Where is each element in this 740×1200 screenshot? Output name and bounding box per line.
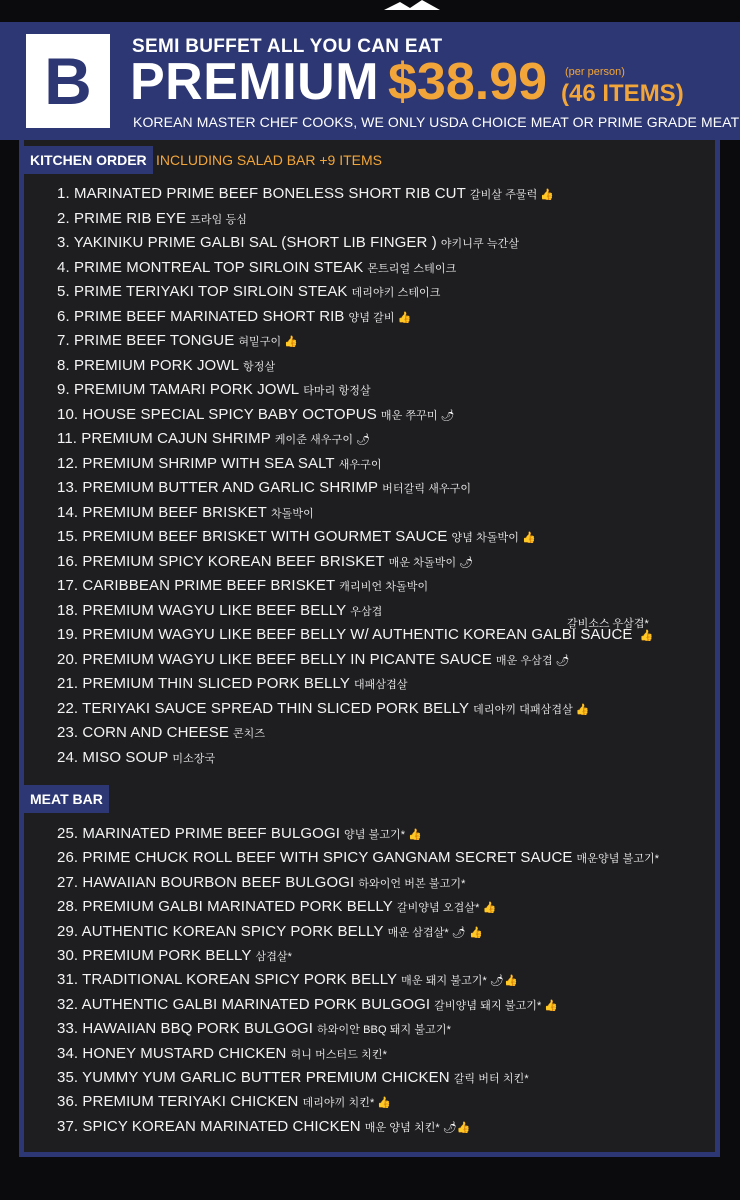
- bird-logo-fragment: [382, 0, 442, 10]
- item-icons: 👍: [377, 1097, 392, 1110]
- salad-bar-note: INCLUDING SALAD BAR +9 ITEMS: [156, 152, 383, 168]
- item-name: 13. PREMIUM BUTTER AND GARLIC SHRIMP: [57, 479, 379, 496]
- item-korean-name: 캐리비언 차돌박이: [339, 581, 429, 593]
- item-icons: 🌶 👍: [451, 926, 483, 939]
- buffet-type: SEMI BUFFET ALL YOU CAN EAT: [132, 36, 443, 57]
- list-item: [57, 406, 455, 423]
- item-korean-name: 갈비살 주물럭: [469, 189, 538, 201]
- item-19-korean: 갈비소스 우삼겹*: [567, 618, 649, 630]
- item-name: 21. PREMIUM THIN SLICED PORK BELLY: [57, 675, 350, 692]
- list-item: [57, 675, 411, 692]
- item-name: 15. PREMIUM BEEF BRISKET WITH GOURMET SAUCE: [57, 528, 448, 545]
- item-name: 10. HOUSE SPECIAL SPICY BABY OCTOPUS: [57, 405, 377, 423]
- list-item: [57, 602, 385, 619]
- item-name: 12. PREMIUM SHRIMP WITH SEA SALT: [57, 454, 335, 472]
- item-korean-name: 매운양념 불고기*: [576, 853, 660, 866]
- item-name: 28. PREMIUM GALBI MARINATED PORK BELLY: [57, 898, 393, 916]
- item-korean-name: 프라임 등심: [190, 213, 247, 226]
- item-name: 33. HAWAIIAN BBQ PORK BULGOGI: [57, 1020, 314, 1038]
- item-korean-name: 혀밑구이: [238, 336, 282, 348]
- tier-badge: B: [26, 34, 110, 128]
- item-icons: 👍: [408, 829, 422, 841]
- list-item: [57, 1020, 454, 1037]
- item-name: 11. PREMIUM CAJUN SHRIMP: [57, 430, 271, 447]
- list-item: [57, 577, 431, 594]
- item-korean-name: 대패삼겹살: [353, 679, 408, 691]
- item-name: 18. PREMIUM WAGYU LIKE BEEF BELLY: [57, 601, 347, 619]
- item-korean-name: 데리야키 스테이크: [351, 287, 441, 299]
- list-item: [57, 283, 444, 300]
- list-item: [57, 259, 459, 276]
- item-icons: 👍: [482, 902, 497, 915]
- item-korean-name: 갈비양념 돼지 불고기*: [434, 999, 542, 1012]
- item-name: 32. AUTHENTIC GALBI MARINATED PORK BULGOGI: [57, 995, 431, 1013]
- price-unit: (per person): [565, 66, 625, 78]
- list-item: [57, 504, 317, 521]
- list-item: [57, 651, 570, 668]
- kitchen-order-label: KITCHEN ORDER: [24, 146, 153, 174]
- list-item: [57, 971, 518, 988]
- list-item: [57, 825, 422, 842]
- item-icons: 👍: [284, 336, 299, 348]
- list-item: [57, 234, 522, 251]
- item-korean-name: 양념 불고기*: [343, 829, 406, 841]
- item-name: 19. PREMIUM WAGYU LIKE BEEF BELLY W/ AUTHENTIC KOREAN GALBI SAUCE: [57, 626, 633, 643]
- list-item: [57, 898, 496, 915]
- item-name: 30. PREMIUM PORK BELLY: [57, 947, 252, 964]
- item-icons: 👍: [522, 532, 536, 544]
- item-name: 5. PRIME TERIYAKI TOP SIRLOIN STEAK: [57, 283, 348, 300]
- item-korean-name: 항정살: [243, 360, 276, 373]
- item-korean-name: 매운 쭈꾸미: [380, 409, 438, 422]
- list-item: [57, 528, 536, 545]
- item-korean-name: 차돌박이: [270, 507, 314, 520]
- list-item: [57, 749, 218, 766]
- item-name: 31. TRADITIONAL KOREAN SPICY PORK BELLY: [57, 971, 398, 989]
- item-korean-name: 양념 차돌박이: [451, 532, 519, 544]
- item-name: 25. MARINATED PRIME BEEF BULGOGI: [57, 825, 340, 842]
- list-item: [57, 1045, 390, 1062]
- item-name: 3. YAKINIKU PRIME GALBI SAL (SHORT LIB FINGER ): [57, 234, 437, 251]
- item-name: 1. MARINATED PRIME BEEF BONELESS SHORT RIB CUT: [57, 185, 466, 202]
- list-item: [57, 996, 558, 1013]
- list-item: [57, 308, 411, 325]
- item-korean-name: 미소장국: [172, 752, 216, 765]
- item-korean-name: 하와이언 버본 불고기*: [358, 877, 466, 890]
- header-subtitle: KOREAN MASTER CHEF COOKS, WE ONLY USDA CHOICE MEAT OR PRIME GRADE MEAT: [133, 114, 740, 130]
- item-icons: 🌶👍: [442, 1121, 471, 1134]
- item-korean-name: 매운 양념 치킨*: [364, 1121, 440, 1134]
- list-item: [57, 553, 473, 570]
- item-korean-name: 콘치즈: [232, 728, 266, 740]
- item-korean-name: 매운 삼겹살*: [387, 926, 449, 939]
- item-icons: 👍: [575, 703, 590, 716]
- list-item: [57, 381, 374, 398]
- item-name: 35. YUMMY YUM GARLIC BUTTER PREMIUM CHICKEN: [57, 1069, 450, 1086]
- item-korean-name: 매운 돼지 불고기*: [401, 975, 487, 988]
- list-item: [57, 357, 278, 374]
- item-korean-name: 새우구이: [338, 458, 382, 471]
- item-korean-name: 매운 차돌박이: [388, 556, 457, 569]
- list-item: [57, 874, 468, 891]
- item-icons: 🌶👍: [489, 975, 518, 988]
- item-icons: 🌶: [440, 409, 455, 422]
- item-name: 26. PRIME CHUCK ROLL BEEF WITH SPICY GANGNAM SECRET SAUCE: [57, 849, 573, 867]
- item-korean-name: 하와이안 BBQ 돼지 불고기*: [317, 1024, 451, 1037]
- list-item: [57, 626, 653, 643]
- list-item: [57, 332, 298, 349]
- item-name: 37. SPICY KOREAN MARINATED CHICKEN: [57, 1117, 361, 1135]
- list-item: [57, 210, 250, 227]
- item-icons: 🌶: [356, 434, 371, 446]
- menu-header: [0, 22, 740, 140]
- item-korean-name: 양념 갈비: [348, 311, 395, 324]
- item-korean-name: 매운 우삼겹: [495, 654, 553, 667]
- item-korean-name: 버터갈릭 새우구이: [382, 483, 472, 495]
- item-name: 36. PREMIUM TERIYAKI CHICKEN: [57, 1093, 299, 1111]
- item-korean-name: 데리야끼 대패삼겹살: [473, 703, 573, 716]
- item-korean-name: 몬트리얼 스테이크: [367, 262, 457, 275]
- item-korean-name: 케이준 새우구이: [274, 434, 354, 446]
- item-name: 22. TERIYAKI SAUCE SPREAD THIN SLICED PORK BELLY: [57, 699, 470, 717]
- item-icons: 👍: [639, 630, 654, 642]
- list-item: [57, 724, 268, 741]
- item-icons: 👍: [397, 311, 412, 324]
- list-item: [57, 1093, 391, 1110]
- list-item: [57, 455, 385, 472]
- list-item: [57, 947, 295, 964]
- item-name: 16. PREMIUM SPICY KOREAN BEEF BRISKET: [57, 552, 385, 570]
- menu-panel: [19, 140, 720, 1157]
- item-name: 2. PRIME RIB EYE: [57, 209, 187, 227]
- list-item: [57, 1118, 471, 1135]
- item-name: 8. PREMIUM PORK JOWL: [57, 356, 240, 374]
- list-item: [57, 430, 370, 447]
- item-korean-name: 타마리 항정살: [303, 385, 371, 397]
- meat-bar-label: MEAT BAR: [24, 785, 109, 813]
- item-icons: 🌶: [555, 654, 570, 667]
- item-korean-name: 허니 머스터드 치킨*: [290, 1048, 388, 1061]
- item-korean-name: 야키니쿠 늑간살: [440, 238, 520, 250]
- item-korean-name: 갈비양념 오겹살*: [396, 902, 480, 915]
- list-item: [57, 700, 590, 717]
- list-item: [57, 849, 662, 866]
- item-korean-name: 우삼겹: [350, 605, 383, 618]
- item-icons: 🌶: [459, 556, 474, 569]
- item-name: 7. PRIME BEEF TONGUE: [57, 332, 235, 349]
- item-name: 4. PRIME MONTREAL TOP SIRLOIN STEAK: [57, 258, 364, 276]
- list-item: [57, 1069, 532, 1086]
- item-icons: 👍: [540, 189, 555, 201]
- item-name: 14. PREMIUM BEEF BRISKET: [57, 503, 267, 521]
- item-count: (46 ITEMS): [561, 80, 684, 107]
- item-korean-name: 삼겹살*: [255, 951, 293, 963]
- list-item: [57, 923, 483, 940]
- item-korean-name: 갈릭 버터 치킨*: [453, 1073, 529, 1085]
- item-name: 20. PREMIUM WAGYU LIKE BEEF BELLY IN PICANTE SAUCE: [57, 650, 492, 668]
- item-name: 24. MISO SOUP: [57, 748, 169, 766]
- item-name: 29. AUTHENTIC KOREAN SPICY PORK BELLY: [57, 922, 384, 940]
- item-icons: 👍: [544, 999, 559, 1012]
- item-korean-name: 데리야끼 치킨*: [302, 1097, 375, 1110]
- item-name: 17. CARIBBEAN PRIME BEEF BRISKET: [57, 577, 336, 594]
- item-name: 27. HAWAIIAN BOURBON BEEF BULGOGI: [57, 873, 355, 891]
- item-name: 6. PRIME BEEF MARINATED SHORT RIB: [57, 307, 345, 325]
- item-name: 23. CORN AND CHEESE: [57, 724, 229, 741]
- tier-title: PREMIUM: [130, 53, 380, 111]
- list-item: [57, 479, 474, 496]
- item-name: 34. HONEY MUSTARD CHICKEN: [57, 1044, 287, 1062]
- price: $38.99: [388, 53, 548, 111]
- item-name: 9. PREMIUM TAMARI PORK JOWL: [57, 381, 300, 398]
- list-item: [57, 185, 554, 202]
